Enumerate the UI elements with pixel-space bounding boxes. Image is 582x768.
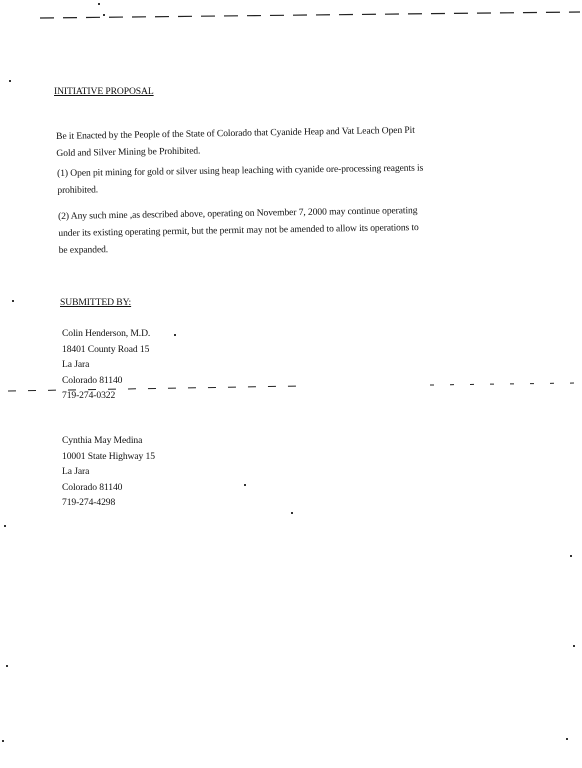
submitter-address-block bbox=[62, 433, 155, 511]
submitter-address-block bbox=[62, 326, 150, 404]
submitter-city: La Jara bbox=[62, 359, 90, 370]
submitter-name: Colin Henderson, M.D. bbox=[62, 328, 151, 339]
document-title: INITIATIVE PROPOSAL bbox=[54, 86, 154, 97]
scan-speck bbox=[570, 555, 572, 557]
submitter-name: Cynthia May Medina bbox=[62, 435, 143, 446]
section-2-line-1: (2) Any such mine ,as described above, operating on November 7, 2000 may continue operating bbox=[58, 205, 418, 222]
submitter-city: La Jara bbox=[62, 466, 90, 477]
section-1-line-2: prohibited. bbox=[57, 184, 99, 196]
intro-line-2: Gold and Silver Mining be Prohibited. bbox=[56, 145, 201, 159]
scan-speck bbox=[6, 665, 8, 667]
scan-speck bbox=[12, 300, 14, 302]
section-2-line-2: under its existing operating permit, but the permit may not be amended to allow its operations to bbox=[58, 222, 419, 239]
scan-speck bbox=[566, 738, 568, 740]
section-1-paragraph bbox=[57, 163, 424, 202]
section-2-line-3: be expanded. bbox=[58, 244, 109, 256]
scan-speck bbox=[573, 645, 575, 647]
submitter-phone: 719-274-4298 bbox=[62, 497, 116, 508]
intro-paragraph bbox=[56, 125, 415, 165]
scan-speck bbox=[291, 512, 293, 514]
submitter-state-zip: Colorado 81140 bbox=[62, 481, 123, 493]
submitter-street: 10001 State Highway 15 bbox=[62, 450, 155, 462]
submitter-state-zip: Colorado 81140 bbox=[62, 374, 123, 386]
scan-speck bbox=[244, 484, 246, 486]
submitter-street: 18401 County Road 15 bbox=[62, 343, 150, 355]
scan-dash-line-top bbox=[0, 10, 582, 20]
scan-speck bbox=[98, 3, 100, 5]
intro-line-1: Be it Enacted by the People of the State of Colorado that Cyanide Heap and Vat Leach Open Pit bbox=[56, 124, 415, 142]
section-2-paragraph bbox=[58, 205, 419, 262]
scan-speck bbox=[103, 14, 105, 16]
scan-speck bbox=[2, 740, 4, 742]
section-1-line-1: (1) Open pit mining for gold or silver using heap leaching with cyanide ore-processing reagents is bbox=[57, 162, 424, 179]
scan-speck bbox=[4, 525, 6, 527]
scan-speck bbox=[9, 80, 11, 82]
submitted-by-label: SUBMITTED BY: bbox=[60, 297, 132, 308]
submitter-phone: 719-274-0322 bbox=[62, 390, 116, 401]
scan-speck bbox=[174, 334, 176, 336]
